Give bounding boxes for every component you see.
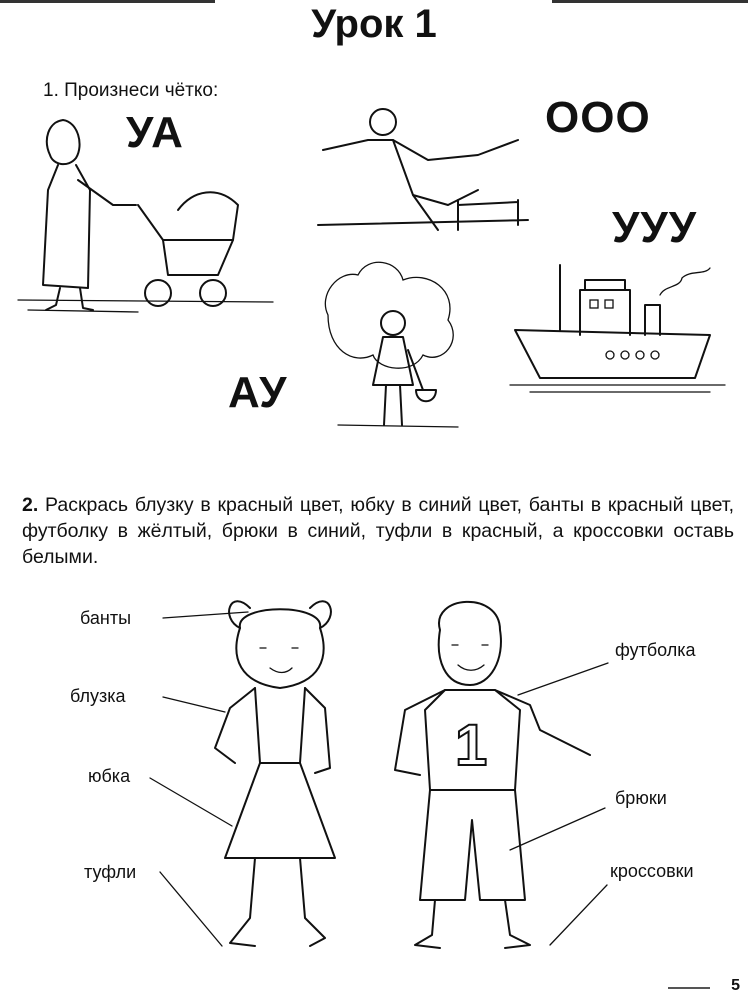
label-blouse: блузка — [70, 686, 126, 706]
task2-number: 2. — [22, 494, 39, 516]
label-tshirt: футболка — [615, 640, 696, 660]
page-title: Урок 1 — [311, 2, 437, 46]
task1-number: 1. — [43, 80, 59, 101]
sound-ua: УА — [126, 108, 184, 157]
sound-au: АУ — [228, 368, 288, 417]
sound-uuu: УУУ — [612, 203, 698, 252]
label-bows: банты — [80, 608, 132, 628]
footer-rule — [668, 987, 710, 989]
task2-text: Раскрась блузку в красный цвет, юбку в синий цвет, банты в красный цвет, футболку в жёлтый, брюки в синий, туфли в красный, а кроссовки оставь белыми. — [22, 494, 734, 568]
label-trousers: брюки — [615, 788, 667, 808]
label-shoes: туфли — [84, 862, 137, 882]
boy-shirt-number: 1 — [455, 713, 488, 778]
sound-ooo: ООО — [545, 93, 651, 142]
label-sneakers: кроссовки — [610, 861, 694, 881]
page-number: 5 — [731, 977, 740, 994]
task1-text: Произнеси чётко: — [64, 80, 219, 101]
label-skirt: юбка — [88, 766, 131, 786]
